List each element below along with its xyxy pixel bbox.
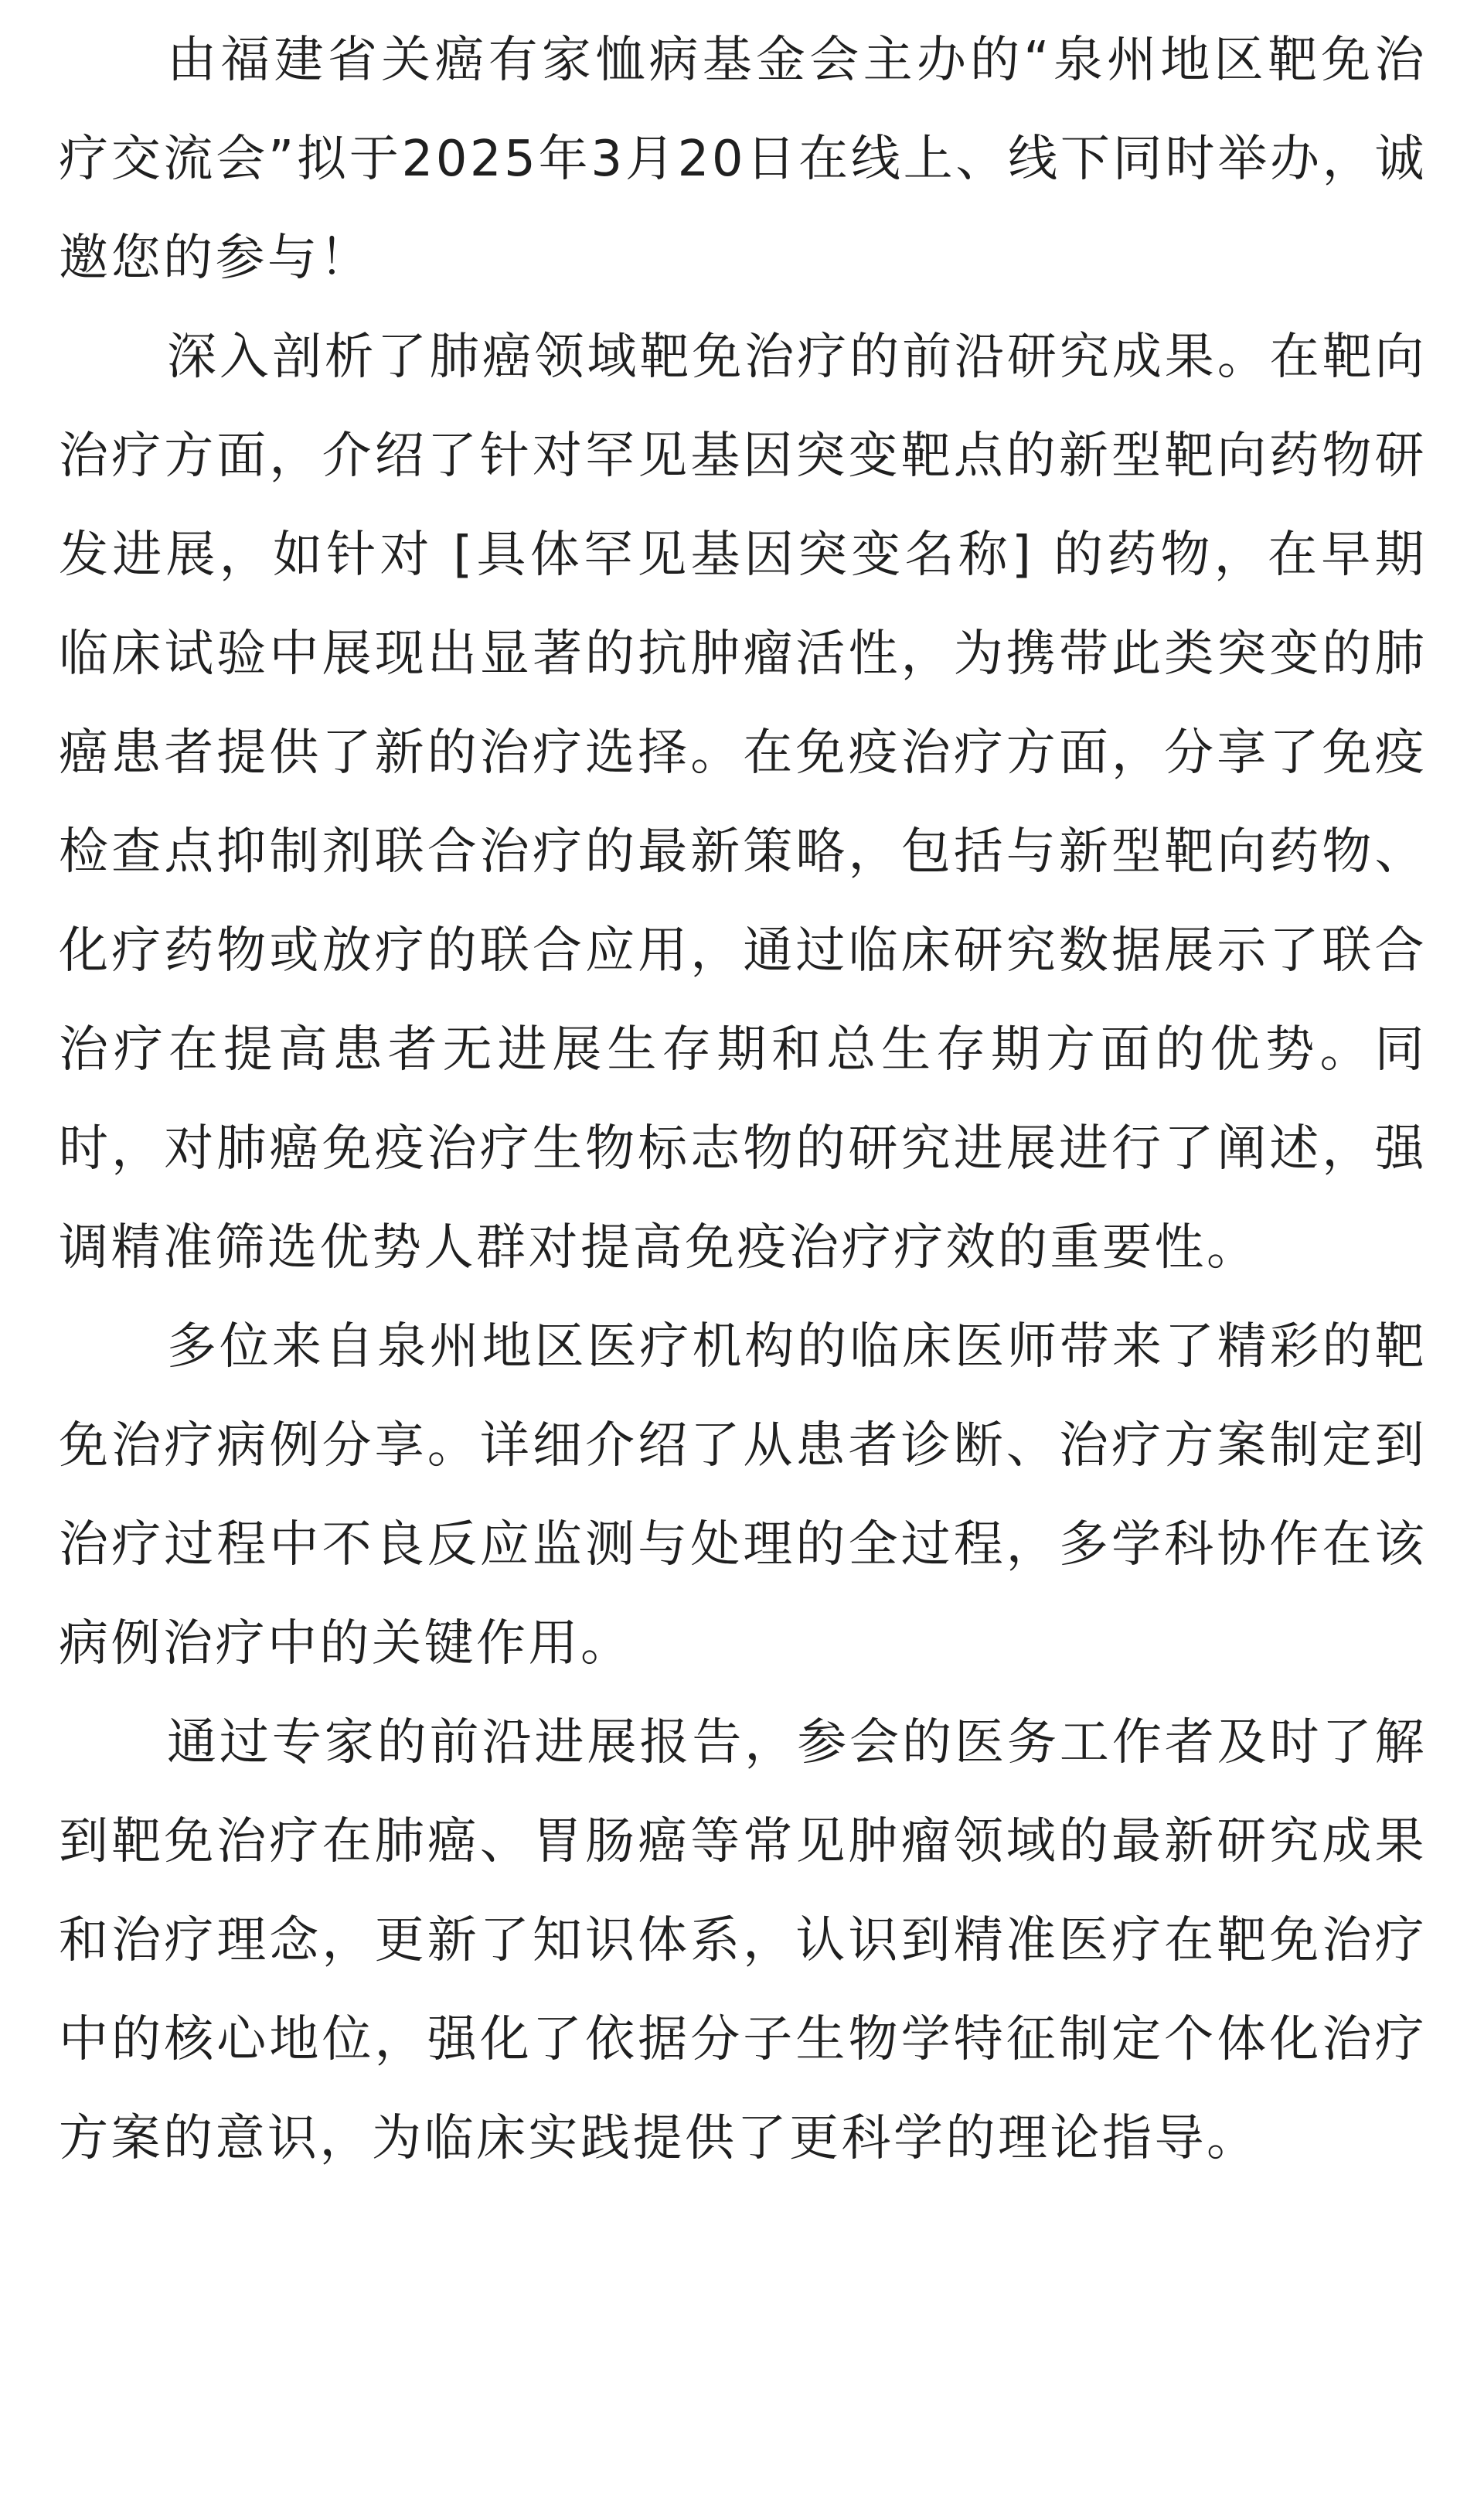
paragraph-lung-cancer-research: 深入剖析了肺癌领域靶免治疗的前沿研究成果。在靶向治疗方面，介绍了针对罕见基因突变靶点的新型靶向药物研发进展，如针对 [具体罕见基因突变名称] 的药物，在早期临床试验中展现出显著的抗肿瘤活性，为携带此类突变的肺癌患者提供了新的治疗选择。在免疫治疗方面，分享了免疫检查点抑制剂联合治疗的最新策略，包括与新型靶向药物、化疗药物或放疗的联合应用，通过临床研究数据展示了联合治疗在提高患者无进展生存期和总生存期方面的优势。同时，对肺癌免疫治疗生物标志物的研究进展进行了阐述，强调精准筛选优势人群对提高免疫治疗疗效的重要性。 (59, 329, 1427, 1277)
paragraph-summary: 通过专家的前沿进展报告，参会的医务工作者及时了解到靶免治疗在肺癌、胃肠癌等常见肿瘤领域的最新研究成果和治疗理念，更新了知识体系，认识到精准医疗在靶免治疗中的核心地位，强化了依据分子生物学特征制定个体化治疗方案的意识，为临床实践提供了更科学的理论指导。 (59, 1714, 1427, 2167)
paragraph-case-sharing: 多位来自泉州地区医疗机构的临床医师带来了精彩的靶免治疗病例分享。详细介绍了从患者诊断、治疗方案制定到治疗过程中不良反应监测与处理的全过程，多学科协作在该病例治疗中的关键作用。 (59, 1318, 1427, 1672)
article-body (59, 11, 1427, 2188)
paragraph-invitation: 由福建省关癌有家恤病基金会主办的“泉州地区靶免治疗交流会”拟于2025年3月20日在线上、线下同时举办，诚邀您的参与！ (59, 32, 1427, 287)
